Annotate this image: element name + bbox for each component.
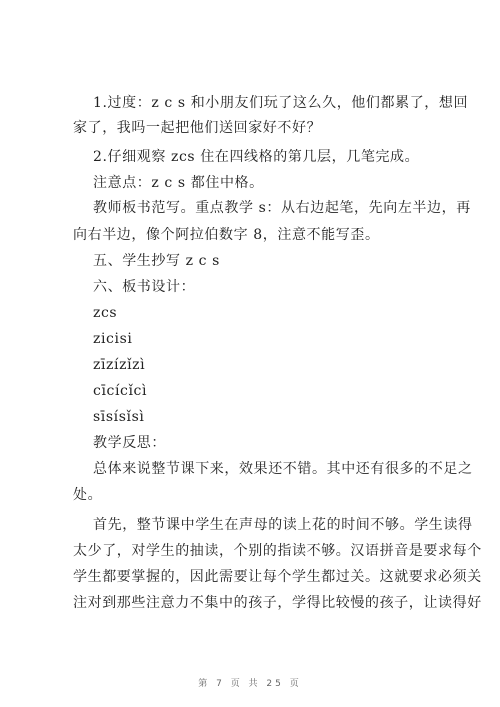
pinyin-line: cīcícǐcì xyxy=(93,383,148,399)
body-line: 向右半边，像个阿拉伯数字 8，注意不能写歪。 xyxy=(73,227,380,243)
body-line: 学生都要掌握的，因此需要让每个学生都过关。这就要求必须关 xyxy=(73,569,482,585)
page-footer: 第 7 页 共 25 页 xyxy=(198,679,302,689)
pinyin-line: zcs xyxy=(93,305,118,321)
pinyin-line: sīsísǐsì xyxy=(93,409,145,425)
body-line: 1.过度：z c s 和小朋友们玩了这么久，他们都累了，想回 xyxy=(93,95,469,111)
body-line: 2.仔细观察 zcs 住在四线格的第几层，几笔完成。 xyxy=(93,149,420,165)
body-line: 处。 xyxy=(73,487,103,503)
body-line: 注意点：z c s 都住中格。 xyxy=(93,175,264,191)
section-heading: 六、板书设计： xyxy=(93,279,196,295)
section-heading: 教学反思： xyxy=(93,435,166,451)
pinyin-line: zicisi xyxy=(93,331,133,347)
body-line: 太少了，对学生的抽读，个别的指读不够。汉语拼音是要求每个 xyxy=(73,543,482,559)
body-line: 教师板书范写。重点教学 s：从右边起笔，先向左半边，再 xyxy=(93,200,471,216)
body-line: 总体来说整节课下来，效果还不错。其中还有很多的不足之 xyxy=(93,461,473,477)
section-heading: 五、学生抄写 z c s xyxy=(93,253,220,269)
body-line: 注对到那些注意力不集中的孩子，学得比较慢的孩子，让读得好 xyxy=(73,595,482,611)
body-line: 首先，整节课中学生在声母的读上花的时间不够。学生读得 xyxy=(93,517,473,533)
pinyin-line: zīzízǐzì xyxy=(93,357,146,373)
body-line: 家了，我吗一起把他们送回家好不好？ xyxy=(73,120,322,136)
